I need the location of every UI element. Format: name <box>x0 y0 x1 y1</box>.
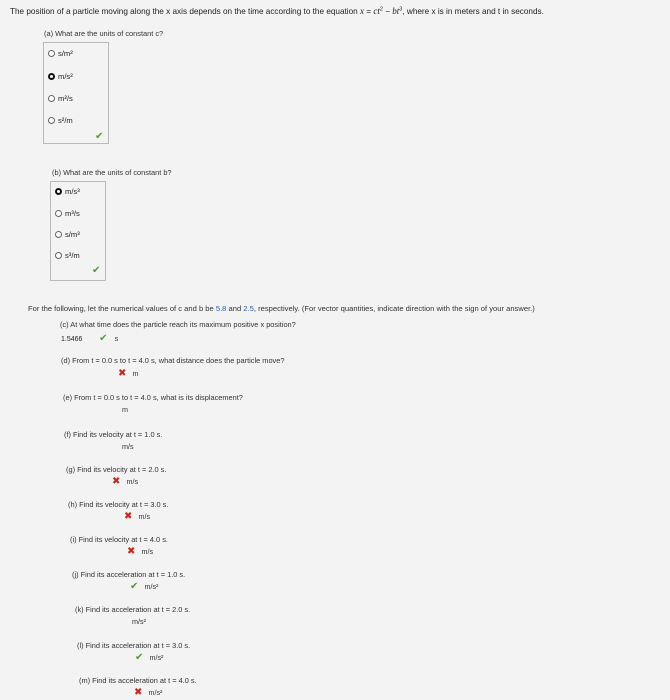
part-k-unit: m/s² <box>132 617 146 626</box>
part-f-question: (f) Find its velocity at t = 1.0 s. <box>64 430 163 439</box>
cross-icon: ✖ <box>124 511 133 522</box>
part-a-question: (a) What are the units of constant c? <box>44 29 164 38</box>
part-i-answer-row <box>127 546 153 557</box>
part-a-option-1[interactable]: s/m² <box>48 49 73 62</box>
b-value: 2.5 <box>243 304 254 313</box>
part-g-question: (g) Find its velocity at t = 2.0 s. <box>66 465 167 474</box>
part-l-answer-row <box>135 652 163 663</box>
part-b-options-box <box>50 181 106 281</box>
part-d-answer-row <box>118 368 138 379</box>
part-e-unit: m <box>122 405 128 414</box>
part-m-unit: m/s² <box>148 688 163 697</box>
part-m-question: (m) Find its acceleration at t = 4.0 s. <box>79 676 197 685</box>
part-a-option-4[interactable]: s²/m <box>48 116 73 129</box>
part-l-question: (l) Find its acceleration at t = 3.0 s. <box>77 641 191 650</box>
radio-button[interactable] <box>48 117 55 124</box>
radio-button-selected[interactable] <box>55 188 62 195</box>
part-b-option-4[interactable]: s³/m <box>55 251 80 264</box>
check-icon: ✔ <box>135 652 144 663</box>
part-h-unit: m/s <box>138 512 151 521</box>
cross-icon: ✖ <box>134 687 143 698</box>
part-k-question: (k) Find its acceleration at t = 2.0 s. <box>75 605 191 614</box>
part-a-option-2[interactable]: m/s² <box>48 72 73 85</box>
part-b-option-2[interactable]: m³/s <box>55 209 80 222</box>
check-icon: ✔ <box>95 131 104 142</box>
part-b-question: (b) What are the units of constant b? <box>52 168 172 177</box>
cross-icon: ✖ <box>127 546 136 557</box>
part-c-unit: s <box>114 334 119 343</box>
part-c-answer-row <box>61 333 118 344</box>
part-g-unit: m/s <box>126 477 139 486</box>
check-icon: ✔ <box>92 265 101 276</box>
cross-icon: ✖ <box>118 368 127 379</box>
radio-button[interactable] <box>48 95 55 102</box>
cross-icon: ✖ <box>112 476 121 487</box>
part-h-answer-row <box>124 511 150 522</box>
part-d-question: (d) From t = 0.0 s to t = 4.0 s, what distance does the particle move? <box>61 356 285 365</box>
part-a-option-3[interactable]: m²/s <box>48 94 73 107</box>
check-icon: ✔ <box>99 333 108 344</box>
radio-button[interactable] <box>55 252 62 259</box>
part-b-option-1[interactable]: m/s³ <box>55 187 80 200</box>
part-c-question: (c) At what time does the particle reach its maximum positive x position? <box>60 320 296 329</box>
part-g-answer-row <box>112 476 138 487</box>
part-h-question: (h) Find its velocity at t = 3.0 s. <box>68 500 169 509</box>
radio-button[interactable] <box>55 210 62 217</box>
part-e-question: (e) From t = 0.0 s to t = 4.0 s, what is its displacement? <box>63 393 243 402</box>
radio-button-selected[interactable] <box>48 73 55 80</box>
part-f-unit: m/s <box>122 442 134 451</box>
part-l-unit: m/s² <box>149 653 164 662</box>
part-b-option-3[interactable]: s/m³ <box>55 230 80 243</box>
part-i-unit: m/s <box>141 547 154 556</box>
part-j-answer-row <box>130 581 158 592</box>
part-c-answer-input[interactable]: 1.5466 <box>61 336 83 343</box>
instructions-text: For the following, let the numerical values of c and b be 5.8 and 2.5, respectively. (For vector quantities, indicate direction with the sign of your answer.) <box>28 304 535 313</box>
problem-statement: The position of a particle moving along the x axis depends on the time according to the equation $x = ct^2 - bt^3$, where x is in meters and t in seconds. <box>10 6 544 16</box>
c-value: 5.8 <box>215 304 227 313</box>
part-d-unit: m <box>132 369 139 378</box>
part-m-answer-row <box>134 687 162 698</box>
part-j-unit: m/s² <box>144 582 159 591</box>
radio-button[interactable] <box>55 231 62 238</box>
part-j-question: (j) Find its acceleration at t = 1.0 s. <box>72 570 186 579</box>
radio-button[interactable] <box>48 50 55 57</box>
part-a-options-box <box>43 42 109 144</box>
check-icon: ✔ <box>130 581 139 592</box>
part-i-question: (i) Find its velocity at t = 4.0 s. <box>70 535 168 544</box>
